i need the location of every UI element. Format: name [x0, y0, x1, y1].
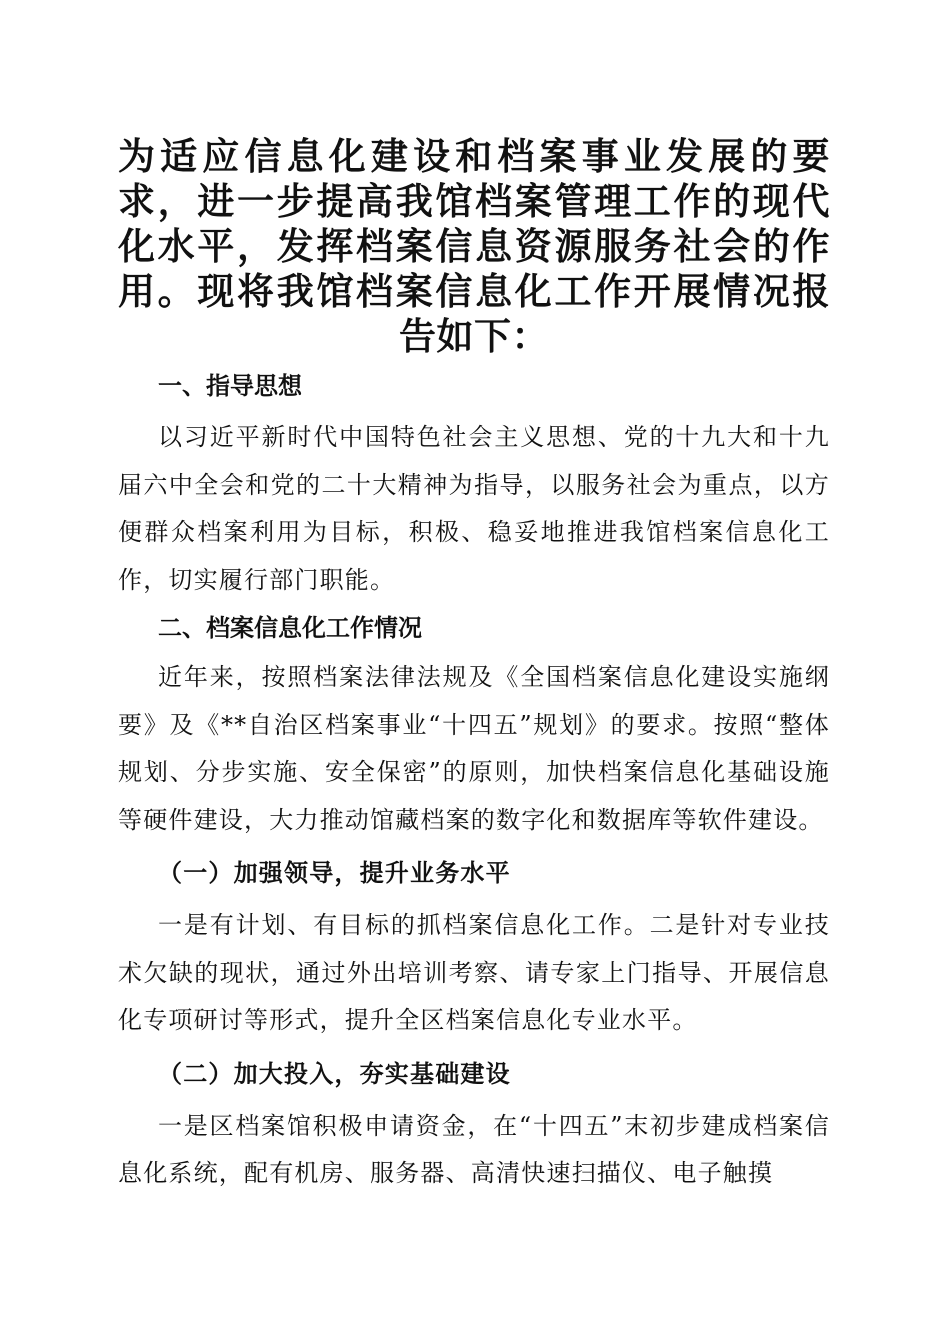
subsection-heading-investment: （二）加大投入，夯实基础建设 [158, 1058, 511, 1088]
section-heading-work-status: 二、档案信息化工作情况 [158, 614, 422, 642]
section-paragraph-work-status: 近年来，按照档案法律法规及《全国档案信息化建设实施纲要》及《**自治区档案事业“十四五”规划》的要求。按照“整体规划、分步实施、安全保密”的原则，加快档案信息化基础设施等硬件建设，大力推动馆藏档案的数字化和数据库等软件建设。 [118, 663, 830, 834]
subsection-heading-leadership: （一）加强领导，提升业务水平 [158, 858, 511, 888]
document-title: 为适应信息化建设和档案事业发展的要求，进一步提高我馆档案管理工作的现代化水平，发挥档案信息资源服务社会的作用。现将我馆档案信息化工作开展情况报告如下： [118, 134, 830, 358]
section-paragraph-guiding-ideology: 以习近平新时代中国特色社会主义思想、党的十九大和十九届六中全会和党的二十大精神为指导，以服务社会为重点，以方便群众档案利用为目标，积极、稳妥地推进我馆档案信息化工作，切实履行部门职能。 [118, 423, 830, 594]
document-body [118, 366, 830, 1198]
section-heading-guiding-ideology: 一、指导思想 [158, 372, 302, 400]
subsection-paragraph-investment: 一是区档案馆积极申请资金，在“十四五”末初步建成档案信息化系统，配有机房、服务器、高清快速扫描仪、电子触摸 [118, 1111, 830, 1187]
subsection-paragraph-leadership: 一是有计划、有目标的抓档案信息化工作。二是针对专业技术欠缺的现状，通过外出培训考察、请专家上门指导、开展信息化专项研讨等形式，提升全区档案信息化专业水平。 [118, 911, 830, 1034]
